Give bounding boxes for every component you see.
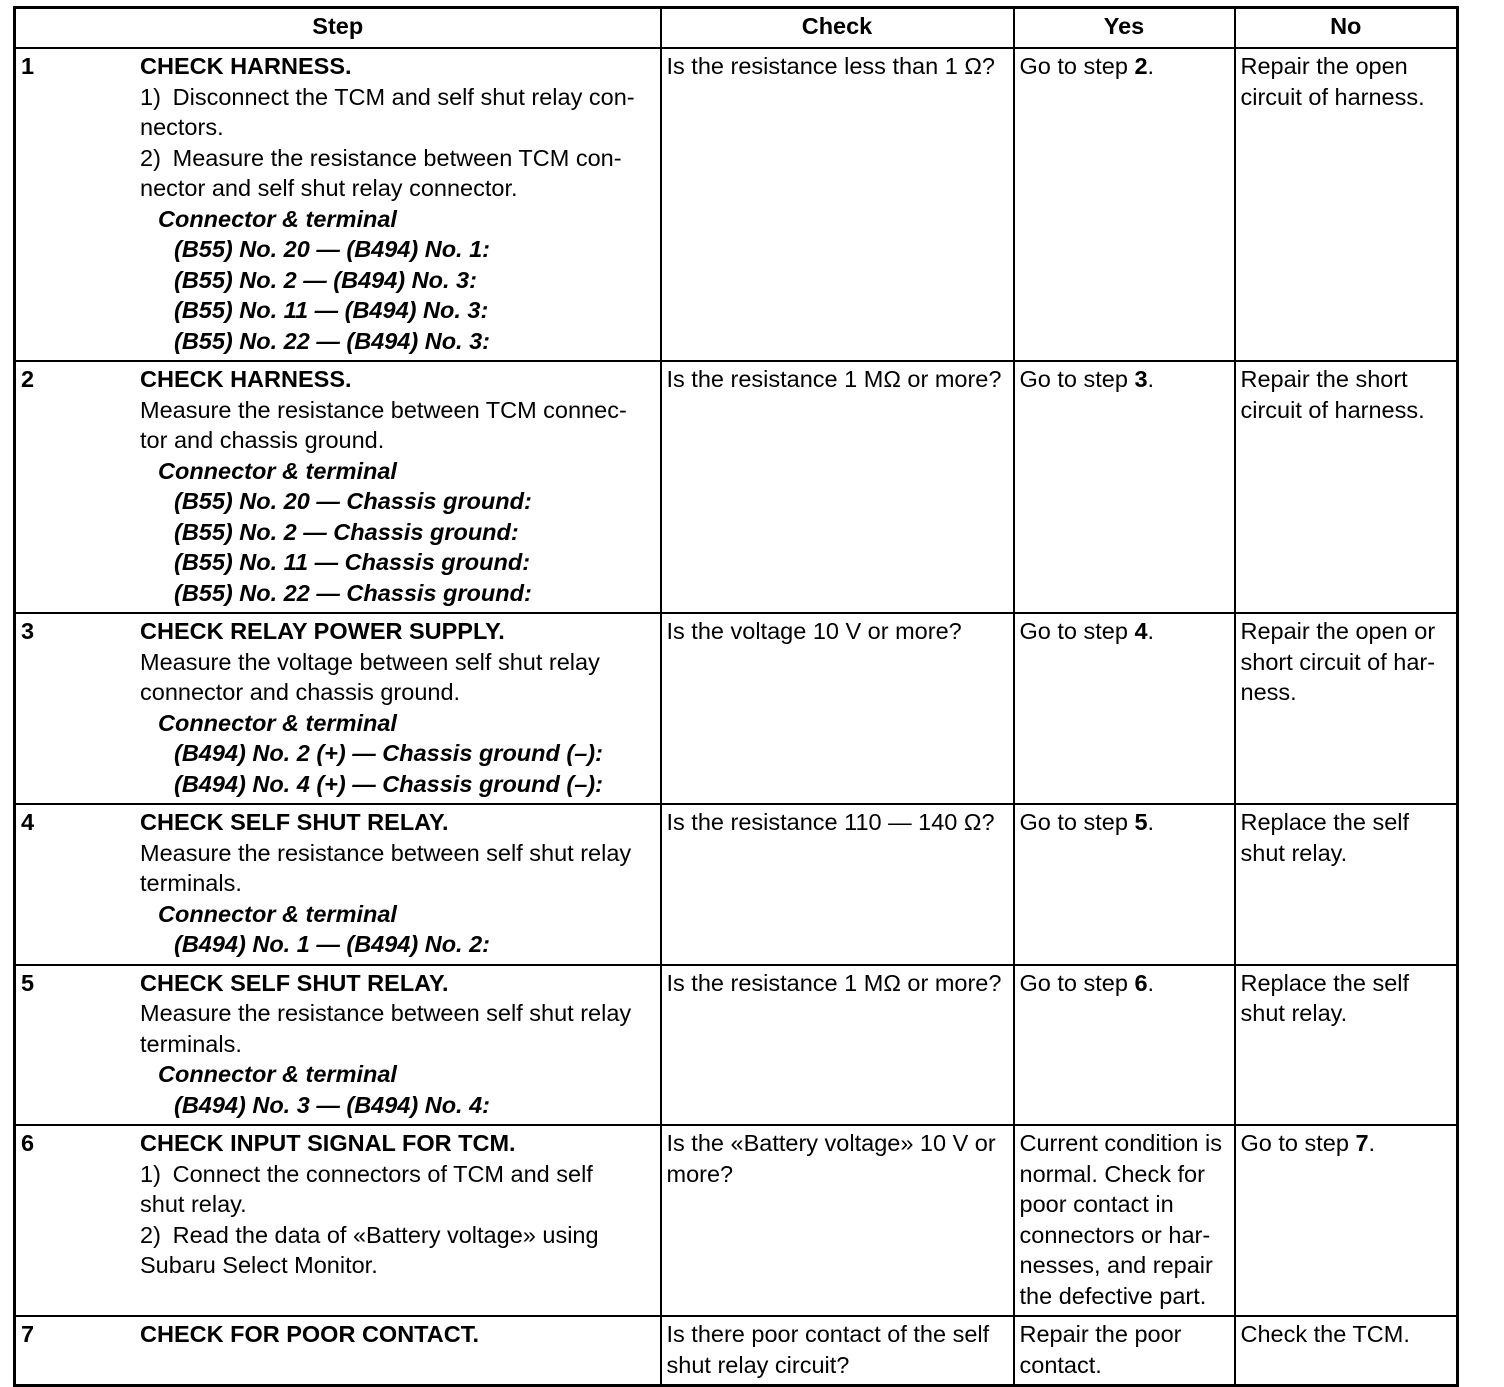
check-cell: Is there poor contact of the self shut relay circuit? (661, 1316, 1014, 1386)
step-instruction: terminals. (140, 1030, 242, 1057)
yes-cell (1014, 1316, 1235, 1386)
step-title: CHECK RELAY POWER SUPPLY. (140, 618, 505, 644)
no-cell (1235, 1125, 1458, 1316)
terminal-spec: (B55) No. 22 — (B494) No. 3: (174, 327, 491, 354)
step-instruction: 2) Measure the resistance between TCM con- (140, 144, 622, 171)
header-step: Step (15, 8, 661, 49)
yes-text: Go to step (1019, 53, 1135, 79)
step-content (21, 616, 656, 799)
step-content (21, 51, 656, 356)
step-instruction: 1) Disconnect the TCM and self shut relay con- (140, 83, 635, 110)
yes-text-end: . (1147, 366, 1155, 392)
step-instruction: 1) Connect the connectors of TCM and self (140, 1160, 593, 1187)
terminal-spec: (B55) No. 2 — (B494) No. 3: (174, 266, 477, 293)
terminal-spec: (B55) No. 20 — (B494) No. 1: (174, 236, 491, 262)
step-number: 5 (21, 969, 35, 996)
step-body (140, 807, 656, 960)
terminal-spec: (B55) No. 11 — (B494) No. 3: (174, 297, 489, 323)
no-step-ref: 7 (1355, 1130, 1369, 1156)
yes-cell (1014, 1125, 1235, 1316)
yes-cell (1014, 361, 1235, 613)
header-yes: Yes (1014, 8, 1235, 49)
terminal-spec: (B55) No. 20 — Chassis ground: (174, 488, 532, 514)
table-row (15, 1125, 1458, 1316)
step-title: CHECK HARNESS. (140, 53, 352, 79)
check-cell: Is the resistance 1 MΩ or more? (661, 965, 1014, 1126)
step-instruction: tor and chassis ground. (140, 427, 385, 453)
yes-text: Go to step (1019, 618, 1135, 644)
header-check: Check (661, 8, 1014, 49)
step-number: 3 (21, 618, 35, 644)
yes-step-ref: 4 (1134, 618, 1148, 644)
no-text: Go to step (1240, 1130, 1356, 1156)
step-content (21, 364, 656, 608)
diagnostic-table (13, 6, 1459, 1387)
table-body (15, 48, 1458, 1386)
connector-terminal-heading: Connector & terminal (158, 205, 397, 232)
step-title: CHECK SELF SHUT RELAY. (140, 969, 449, 996)
step-instruction: Subaru Select Monitor. (140, 1252, 378, 1278)
step-instruction: shut relay. (140, 1191, 247, 1217)
table-row (15, 613, 1458, 804)
yes-text-end: . (1147, 969, 1155, 996)
step-instruction: Measure the resistance between TCM connec- (140, 396, 627, 423)
step-title: CHECK FOR POOR CONTACT. (140, 1321, 480, 1347)
step-instruction: nector and self shut relay connector. (140, 175, 518, 201)
no-cell: Repair the open or short circuit of har-ness. (1235, 613, 1458, 804)
check-cell: Is the «Battery voltage» 10 V or more? (661, 1125, 1014, 1316)
step-body (140, 968, 656, 1121)
step-title: CHECK INPUT SIGNAL FOR TCM. (140, 1130, 516, 1156)
step-instruction: terminals. (140, 870, 242, 896)
step-content (21, 968, 656, 1121)
yes-text: Go to step (1019, 969, 1135, 996)
no-cell: Repair the open circuit of harness. (1235, 48, 1458, 361)
step-content (21, 1319, 656, 1350)
step-number: 7 (21, 1321, 35, 1347)
step-instruction: Measure the voltage between self shut relay (140, 648, 600, 675)
connector-terminal-heading: Connector & terminal (158, 709, 397, 736)
yes-cell (1014, 48, 1235, 361)
no-cell: Replace the self shut relay. (1235, 965, 1458, 1126)
step-instruction: 2) Read the data of «Battery voltage» using (140, 1221, 599, 1248)
yes-text-end: . (1147, 53, 1155, 79)
yes-step-ref: 6 (1134, 969, 1148, 996)
yes-cell (1014, 613, 1235, 804)
connector-terminal-heading: Connector & terminal (158, 900, 397, 927)
step-body (140, 616, 656, 799)
no-text-end: . (1368, 1130, 1376, 1156)
step-number: 2 (21, 366, 35, 392)
terminal-spec: (B494) No. 3 — (B494) No. 4: (174, 1091, 491, 1118)
step-cell (15, 361, 661, 613)
terminal-spec: (B55) No. 22 — Chassis ground: (174, 579, 532, 606)
check-cell: Is the resistance 110 — 140 Ω? (661, 804, 1014, 965)
step-body (140, 1128, 656, 1281)
yes-text: Go to step (1019, 366, 1135, 392)
table-row (15, 1316, 1458, 1386)
no-cell: Repair the short circuit of harness. (1235, 361, 1458, 613)
yes-step-ref: 5 (1134, 809, 1148, 835)
yes-text-end: . (1147, 618, 1155, 644)
table-row (15, 804, 1458, 965)
terminal-spec: (B494) No. 4 (+) — Chassis ground (–): (174, 770, 603, 797)
table-row (15, 48, 1458, 361)
step-cell (15, 965, 661, 1126)
step-cell (15, 1125, 661, 1316)
step-cell (15, 1316, 661, 1386)
yes-step-ref: 2 (1134, 53, 1148, 79)
yes-cell (1014, 804, 1235, 965)
yes-text: Go to step (1019, 809, 1135, 835)
step-cell (15, 48, 661, 361)
header-row (15, 8, 1458, 49)
step-cell (15, 613, 661, 804)
yes-cell (1014, 965, 1235, 1126)
step-instruction: Measure the resistance between self shut relay (140, 839, 632, 866)
yes-text: Current condition is normal. Check for poor contact in connectors or har-nesses, and repair the defective part. (1019, 1130, 1222, 1309)
step-content (21, 807, 656, 960)
step-body (140, 51, 656, 356)
check-cell: Is the resistance 1 MΩ or more? (661, 361, 1014, 613)
no-cell: Check the TCM. (1235, 1316, 1458, 1386)
step-instruction: nectors. (140, 114, 224, 140)
step-number: 4 (21, 809, 35, 835)
step-content (21, 1128, 656, 1281)
step-instruction: Measure the resistance between self shut relay (140, 1000, 632, 1026)
step-title: CHECK HARNESS. (140, 366, 352, 392)
yes-step-ref: 3 (1134, 366, 1148, 392)
check-cell: Is the voltage 10 V or more? (661, 613, 1014, 804)
table-row (15, 965, 1458, 1126)
connector-terminal-heading: Connector & terminal (158, 457, 397, 484)
terminal-spec: (B494) No. 1 — (B494) No. 2: (174, 931, 491, 957)
step-cell (15, 804, 661, 965)
check-cell: Is the resistance less than 1 Ω? (661, 48, 1014, 361)
header-no: No (1235, 8, 1458, 49)
yes-text: Repair the poor contact. (1019, 1321, 1182, 1378)
step-instruction: connector and chassis ground. (140, 679, 461, 705)
step-number: 6 (21, 1130, 35, 1156)
step-number: 1 (21, 53, 35, 79)
step-body (140, 364, 656, 608)
terminal-spec: (B55) No. 11 — Chassis ground: (174, 549, 531, 575)
terminal-spec: (B494) No. 2 (+) — Chassis ground (–): (174, 740, 603, 766)
connector-terminal-heading: Connector & terminal (158, 1061, 397, 1087)
terminal-spec: (B55) No. 2 — Chassis ground: (174, 518, 519, 545)
step-title: CHECK SELF SHUT RELAY. (140, 809, 449, 835)
step-body (140, 1319, 656, 1350)
table-row (15, 361, 1458, 613)
no-cell: Replace the self shut relay. (1235, 804, 1458, 965)
yes-text-end: . (1147, 809, 1155, 835)
